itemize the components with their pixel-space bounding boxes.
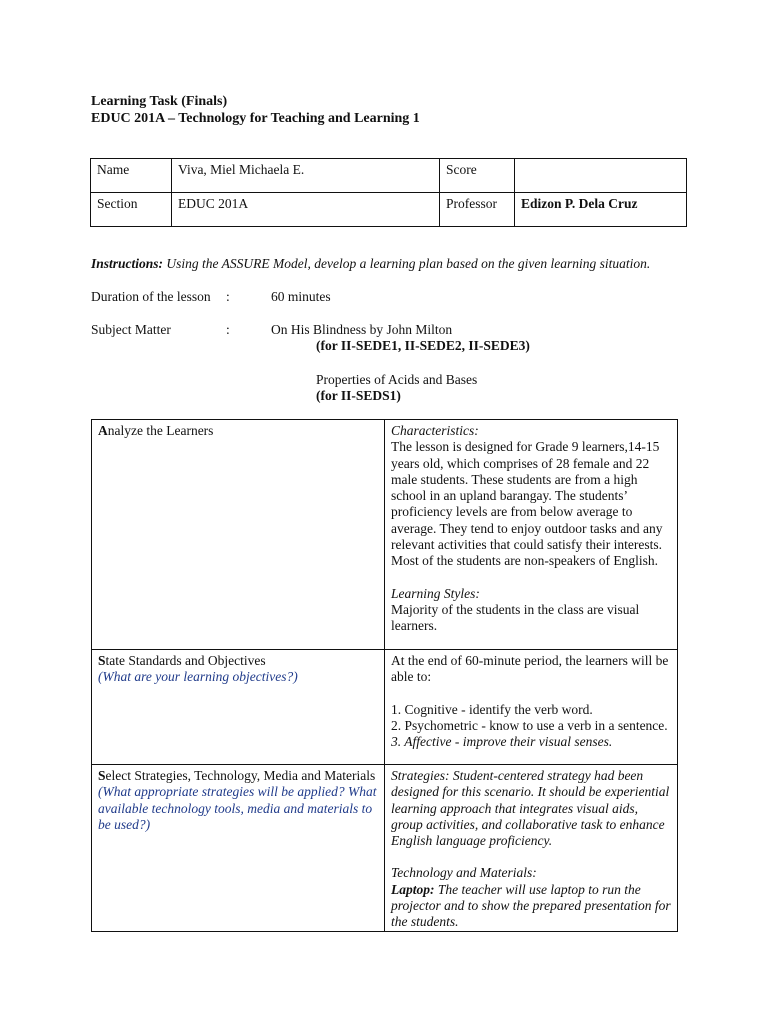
learning-styles-text: Majority of the students in the class are visual learners. bbox=[391, 601, 640, 634]
select-title-rest: elect Strategies, Technology, Media and Materials bbox=[105, 768, 376, 783]
instructions bbox=[91, 256, 650, 273]
laptop-label: Laptop: bbox=[391, 881, 435, 897]
subject-codes-2: (for II-SEDS1) bbox=[316, 388, 401, 403]
section-value: EDUC 201A bbox=[172, 193, 440, 227]
state-content bbox=[385, 650, 678, 765]
state-prompt: (What are your learning objectives?) bbox=[98, 669, 298, 685]
instructions-label: Instructions: bbox=[91, 256, 164, 271]
name-label: Name bbox=[91, 159, 172, 193]
objective-affective: 3. Affective - improve their visual senses. bbox=[391, 734, 613, 750]
select-prompt: (What appropriate strategies will be applied? What available technology tools, media and materials to be used?) bbox=[98, 784, 377, 832]
objective-psychometric: 2. Psychometric - know to use a verb in a sentence. bbox=[391, 717, 668, 733]
subject-topic-2: Properties of Acids and Bases bbox=[316, 372, 478, 387]
name-value: Viva, Miel Michaela E. bbox=[172, 159, 440, 193]
course-title: EDUC 201A – Technology for Teaching and Learning 1 bbox=[91, 111, 420, 126]
instructions-text: Using the ASSURE Model, develop a learning plan based on the given learning situation. bbox=[163, 256, 651, 271]
section-label: Section bbox=[91, 193, 172, 227]
characteristics-label: Characteristics: bbox=[391, 423, 479, 438]
select-initial: S bbox=[98, 768, 106, 783]
analyze-title bbox=[92, 420, 385, 650]
score-label: Score bbox=[440, 159, 515, 193]
subject-label: Subject Matter bbox=[91, 322, 171, 337]
characteristics-text: The lesson is designed for Grade 9 learners,14-15 years old, which comprises of 28 female and 22 male students. These students are from a high school in an upland barangay. The students’ proficiency levels are from below average to average. They tend to enjoy outdoor tasks and any relevant activities that could satisfy their interests. Most of the students are non-speakers of English. bbox=[391, 439, 663, 569]
subject-codes-1: (for II-SEDE1, II-SEDE2, II-SEDE3) bbox=[316, 338, 530, 353]
objective-cognitive: 1. Cognitive - identify the verb word. bbox=[391, 701, 593, 717]
laptop-text: The teacher will use laptop to run the projector and to show the prepared presentation for the students. bbox=[391, 881, 671, 930]
analyze-content bbox=[385, 420, 678, 650]
objectives-intro: At the end of 60-minute period, the learners will be able to: bbox=[391, 653, 669, 685]
learning-styles-label: Learning Styles: bbox=[391, 585, 480, 601]
state-title-rest: tate Standards and Objectives bbox=[105, 653, 266, 668]
laptop-entry bbox=[391, 882, 671, 931]
student-info-table bbox=[90, 158, 687, 227]
professor-value: Edizon P. Dela Cruz bbox=[515, 193, 687, 227]
select-content bbox=[385, 765, 678, 932]
subject-colon: : bbox=[226, 322, 230, 337]
subject-topic-1: On His Blindness by John Milton bbox=[271, 322, 453, 337]
duration-value: 60 minutes bbox=[271, 289, 331, 304]
professor-label: Professor bbox=[440, 193, 515, 227]
select-row bbox=[92, 765, 678, 932]
analyze-row bbox=[92, 420, 678, 650]
strategies-text: Strategies: Student-centered strategy had been designed for this scenario. It should be experiential learning approach that integrates visual aids, group activities, and collaborative task to enhance English language proficiency. bbox=[391, 768, 670, 849]
analyze-title-rest: nalyze the Learners bbox=[107, 423, 214, 438]
assure-table bbox=[91, 419, 678, 932]
duration-colon: : bbox=[226, 289, 230, 304]
duration-label: Duration of the lesson bbox=[91, 289, 211, 304]
score-value bbox=[515, 159, 687, 193]
technology-label: Technology and Materials: bbox=[391, 865, 537, 881]
state-row bbox=[92, 650, 678, 765]
state-title bbox=[92, 650, 385, 765]
state-initial: S bbox=[98, 653, 106, 668]
analyze-initial: A bbox=[98, 423, 108, 438]
select-title bbox=[92, 765, 385, 932]
task-title: Learning Task (Finals) bbox=[91, 94, 228, 109]
